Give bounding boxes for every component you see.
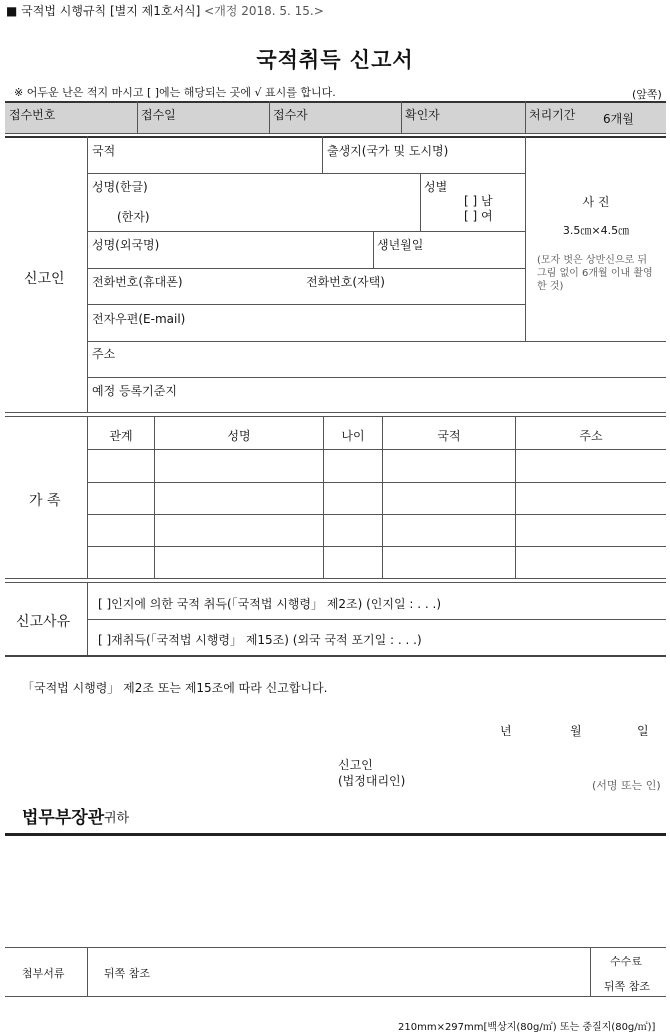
processing-period-label: 처리기간 [529, 108, 576, 122]
family-header-nationality: 국적 [437, 429, 461, 443]
email-label: 전자우편(E-mail) [92, 312, 186, 326]
receipt-number-label: 접수번호 [9, 108, 56, 122]
name-foreign-label: 성명(외국명) [92, 238, 160, 252]
family-header-age: 나이 [341, 429, 365, 443]
signer-label: 신고인 [338, 758, 373, 772]
receiver-label: 접수자 [273, 108, 308, 122]
notice-text: ※ 어두운 난은 적지 마시고 [ ]에는 해당되는 곳에 √ 표시를 합니다. [14, 86, 336, 99]
checker-label: 확인자 [405, 108, 440, 122]
nationality-label: 국적 [92, 144, 116, 158]
photo-note-line2: 그림 없이 6개월 이내 촬영 [537, 268, 653, 279]
date-day-label: 일 [637, 724, 649, 738]
addressee-name: 법무부장관 [22, 808, 105, 828]
name-korean-label: 성명(한글) [92, 180, 148, 194]
date-year-label: 년 [500, 724, 512, 738]
processing-period-value: 6개월 [603, 112, 634, 126]
date-month-label: 월 [570, 724, 582, 738]
photo-note-line3: 한 것) [537, 281, 564, 292]
fee-value: 뒤쪽 참조 [604, 980, 651, 993]
family-header-address: 주소 [579, 429, 603, 443]
reporter-section-label: 신고인 [24, 271, 65, 287]
family-header-relation: 관계 [109, 429, 133, 443]
family-section-label: 가 족 [29, 493, 61, 509]
male-checkbox[interactable]: [ ] 남 [464, 194, 493, 208]
signature-field[interactable]: (서명 또는 인) [592, 779, 661, 792]
front-side-label: (앞쪽) [632, 88, 662, 101]
declaration-text: 「국적법 시행령」 제2조 또는 제15조에 따라 신고합니다. [22, 681, 328, 695]
revision-date: <개정 2018. 5. 15.> [204, 4, 324, 18]
sex-label: 성별 [424, 180, 448, 194]
mobile-phone-label: 전화번호(휴대폰) [92, 275, 183, 289]
paper-spec: 210mm×297mm[백상지(80g/㎡) 또는 중질지(80g/㎡)] [398, 1022, 656, 1033]
signer-legal-rep-label: (법정대리인) [338, 774, 406, 788]
fee-label: 수수료 [610, 955, 642, 968]
name-hanja-label: (한자) [117, 210, 150, 224]
square-bullet: ■ [6, 4, 18, 18]
reason-option-acknowledgment[interactable]: [ ]인지에 의한 국적 취득(「국적법 시행령」 제2조) (인지일 : . . .) [98, 597, 442, 611]
photo-title: 사 진 [582, 195, 610, 209]
birthdate-label: 생년월일 [377, 238, 424, 252]
photo-note-line1: (모자 벗은 상반신으로 뒤 [537, 255, 648, 266]
attachments-label: 첨부서류 [22, 967, 65, 980]
female-checkbox[interactable]: [ ] 여 [464, 209, 493, 223]
birthplace-label: 출생지(국가 및 도시명) [327, 144, 449, 158]
photo-area[interactable] [526, 137, 666, 341]
form-title: 국적취득 신고서 [256, 48, 414, 72]
form-reference [6, 2, 324, 19]
law-reference: 국적법 시행규칙 [별지 제1호서식] [21, 4, 201, 18]
receipt-date-label: 접수일 [141, 108, 176, 122]
planned-base-label: 예정 등록기준지 [92, 384, 177, 398]
addressee-suffix: 귀하 [104, 811, 130, 826]
reason-section-label: 신고사유 [16, 614, 71, 630]
photo-size: 3.5㎝×4.5㎝ [562, 224, 630, 237]
attachments-value: 뒤쪽 참조 [104, 967, 151, 980]
home-phone-label: 전화번호(자택) [306, 275, 385, 289]
reason-option-reacquisition[interactable]: [ ]재취득(「국적법 시행령」 제15조) (외국 국적 포기일 : . . .) [98, 633, 422, 647]
family-header-name: 성명 [227, 429, 251, 443]
address-label: 주소 [92, 347, 116, 361]
